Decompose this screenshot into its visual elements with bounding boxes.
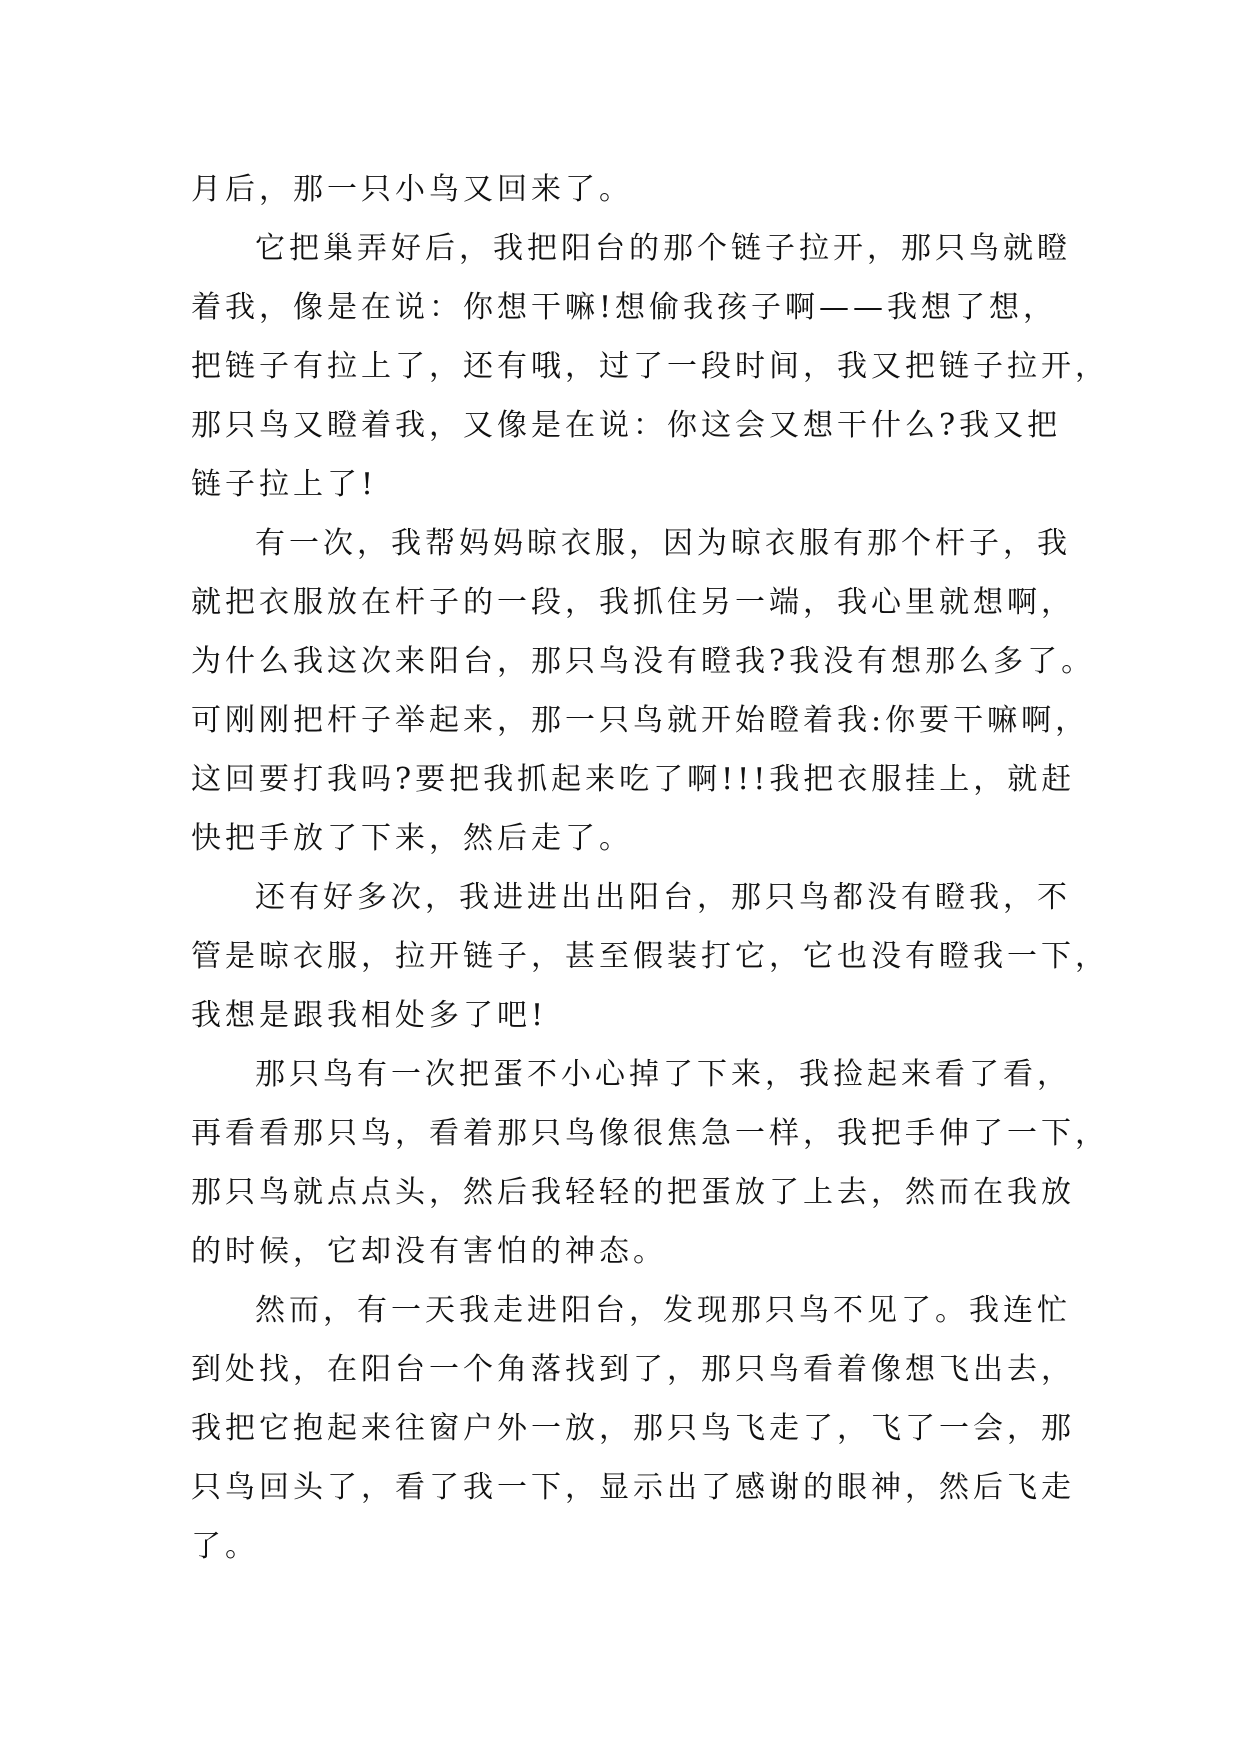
text-line: 快把手放了下来，然后走了。 bbox=[191, 821, 633, 856]
text-line: 我把它抱起来往窗户外一放，那只鸟飞走了，飞了一会，那 bbox=[191, 1411, 1075, 1446]
text-line: 为什么我这次来阳台，那只鸟没有瞪我?我没有想那么多了。 bbox=[191, 644, 1096, 679]
text-line: 链子拉上了! bbox=[191, 467, 378, 502]
text-line: 这回要打我吗?要把我抓起来吃了啊!!!我把衣服挂上，就赶 bbox=[191, 762, 1076, 797]
text-line: 就把衣服放在杆子的一段，我抓住另一端，我心里就想啊， bbox=[191, 585, 1075, 620]
text-line: 管是晾衣服，拉开链子，甚至假装打它，它也没有瞪我一下， bbox=[191, 939, 1109, 974]
text-line: 把链子有拉上了，还有哦，过了一段时间，我又把链子拉开， bbox=[191, 349, 1109, 384]
text-line: 着我，像是在说：你想干嘛!想偷我孩子啊——我想了想， bbox=[191, 290, 1058, 325]
paragraph-first-line: 然而，有一天我走进阳台，发现那只鸟不见了。我连忙 bbox=[255, 1293, 1071, 1328]
paragraph-first-line: 有一次，我帮妈妈晾衣服，因为晾衣服有那个杆子，我 bbox=[255, 526, 1071, 561]
text-line: 再看看那只鸟，看着那只鸟像很焦急一样，我把手伸了一下， bbox=[191, 1116, 1109, 1151]
text-line: 只鸟回头了，看了我一下，显示出了感谢的眼神，然后飞走 bbox=[191, 1470, 1075, 1505]
paragraph-first-line: 它把巢弄好后，我把阳台的那个链子拉开，那只鸟就瞪 bbox=[255, 231, 1071, 266]
text-line: 到处找，在阳台一个角落找到了，那只鸟看着像想飞出去， bbox=[191, 1352, 1075, 1387]
paragraph-first-line: 还有好多次，我进进出出阳台，那只鸟都没有瞪我，不 bbox=[255, 880, 1071, 915]
text-line: 我想是跟我相处多了吧! bbox=[191, 998, 548, 1033]
paragraph-first-line: 那只鸟有一次把蛋不小心掉了下来，我捡起来看了看， bbox=[255, 1057, 1071, 1092]
document-body bbox=[191, 160, 1109, 1576]
text-line: 了。 bbox=[191, 1529, 259, 1564]
text-line: 那只鸟就点点头，然后我轻轻的把蛋放了上去，然而在我放 bbox=[191, 1175, 1075, 1210]
text-line: 的时候，它却没有害怕的神态。 bbox=[191, 1234, 667, 1269]
text-line: 月后，那一只小鸟又回来了。 bbox=[191, 172, 633, 207]
text-line: 那只鸟又瞪着我，又像是在说：你这会又想干什么?我又把 bbox=[191, 408, 1062, 443]
text-line: 可刚刚把杆子举起来，那一只鸟就开始瞪着我:你要干嘛啊， bbox=[191, 703, 1090, 738]
